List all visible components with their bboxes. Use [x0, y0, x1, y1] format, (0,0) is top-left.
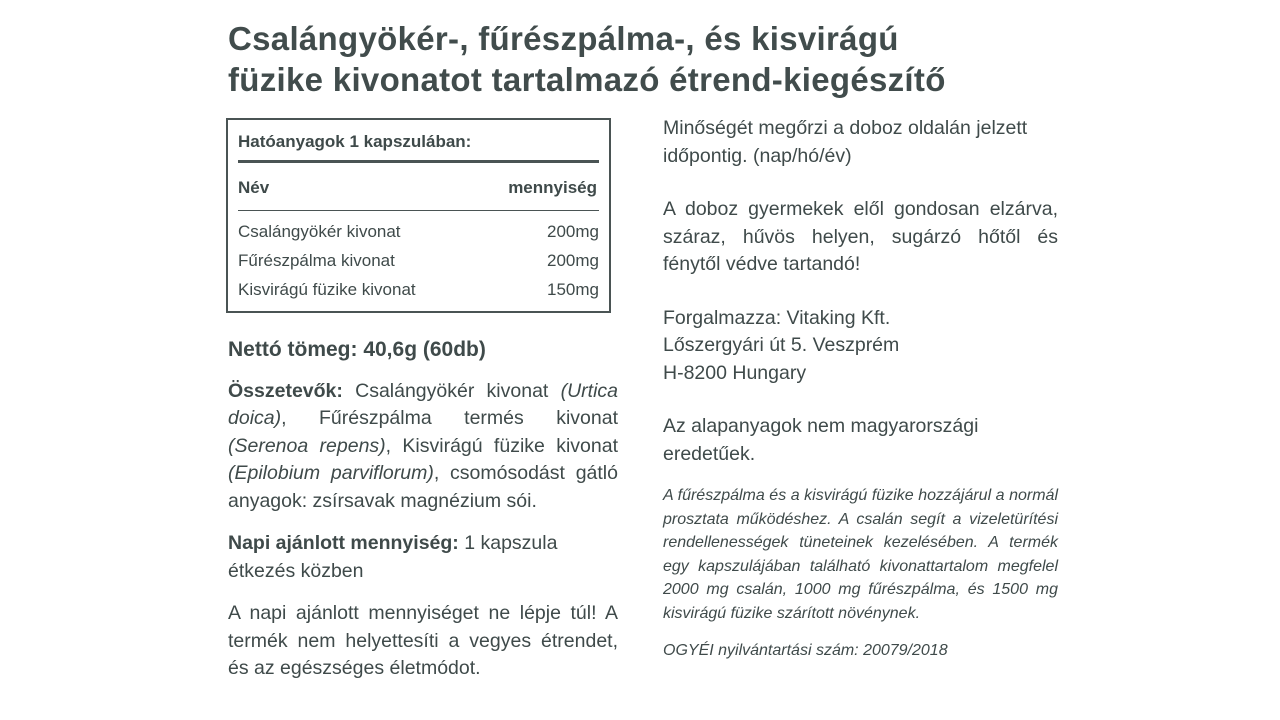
storage-paragraph: A doboz gyermekek elől gondosan elzárva, száraz, hűvös helyen, sugárzó hőtől és fénytől védve tartandó!	[663, 198, 1058, 275]
daily-dose-label: Napi ajánlott mennyiség:	[228, 532, 459, 554]
product-title-line-2: füzike kivonatot tartalmazó étrend-kiegészítő	[228, 61, 946, 98]
ingredients-table-heading: Hatóanyagok 1 kapszulában:	[238, 132, 472, 151]
composition-text: , Fűrészpálma termés kivonat	[281, 407, 618, 429]
health-claims: A fűrészpálma és a kisvirágú füzike hozzájárul a normál prosztata működéshez. A csalán segít a vizeletürítési rendellenességek tüneteinek kezelésében. A termék egy kapszulájában található kivonattartalom megfelel 2000 mg csalán, 1000 mg fűrészpálma, és 1500 mg kisvirágú füzike szárított növénynek.	[663, 487, 1058, 622]
composition-label: Összetevők:	[228, 379, 343, 402]
ingredient-name: Kisvirágú füzike kivonat	[238, 280, 416, 299]
daily-dose-paragraph	[228, 530, 618, 585]
left-column	[228, 336, 618, 698]
heading-divider	[238, 160, 599, 163]
net-weight: Nettó tömeg: 40,6g (60db)	[228, 338, 486, 361]
column-header-quantity: mennyiség	[508, 178, 597, 197]
column-header-name: Név	[238, 178, 270, 197]
latin-name: (Serenoa repens)	[228, 434, 386, 457]
registration-number: OGYÉI nyilvántartási szám: 20079/2018	[663, 642, 948, 659]
composition-text: , Kisvirágú füzike kivonat	[385, 434, 618, 457]
ingredients-table	[226, 118, 611, 313]
product-title-line-1: Csalángyökér-, fűrészpálma-, és kisvirágú	[228, 20, 899, 57]
right-column	[663, 115, 1058, 665]
origin-paragraph: Az alapanyagok nem magyarországi eredetűek.	[663, 415, 979, 465]
ingredient-name: Fűrészpálma kivonat	[238, 251, 395, 270]
ingredient-name: Csalángyökér kivonat	[238, 222, 401, 241]
table-row	[238, 251, 599, 271]
table-row	[238, 280, 599, 300]
ingredient-quantity: 200mg	[547, 222, 599, 241]
latin-name: (Urtica doica)	[228, 379, 618, 429]
ingredient-quantity: 200mg	[547, 251, 599, 270]
latin-name: (Epilobium parviflorum)	[228, 462, 434, 484]
daily-dose-text: 1 kapszula étkezés közben	[228, 532, 558, 582]
composition-text: Csalángyökér kivonat	[342, 379, 561, 402]
table-row	[238, 222, 599, 242]
ingredient-quantity: 150mg	[547, 280, 599, 299]
distributor-block	[663, 305, 1058, 388]
product-title	[228, 18, 1068, 100]
composition-text: , csomósodást gátló anyagok: zsírsavak magnézium sói.	[228, 462, 618, 512]
distributor-postcode: H-8200 Hungary	[663, 361, 807, 384]
warning-paragraph: A napi ajánlott mennyiséget ne lépje túl! A termék nem helyettesíti a vegyes étrendet, és az egészséges életmódot.	[228, 602, 618, 679]
distributor-name: Forgalmazza: Vitaking Kft.	[663, 306, 891, 329]
composition-paragraph	[228, 378, 618, 516]
header-divider	[238, 210, 599, 211]
best-before-paragraph: Minőségét megőrzi a doboz oldalán jelzett időpontig. (nap/hó/év)	[663, 117, 1028, 167]
distributor-address: Lőszergyári út 5. Veszprém	[663, 334, 900, 356]
